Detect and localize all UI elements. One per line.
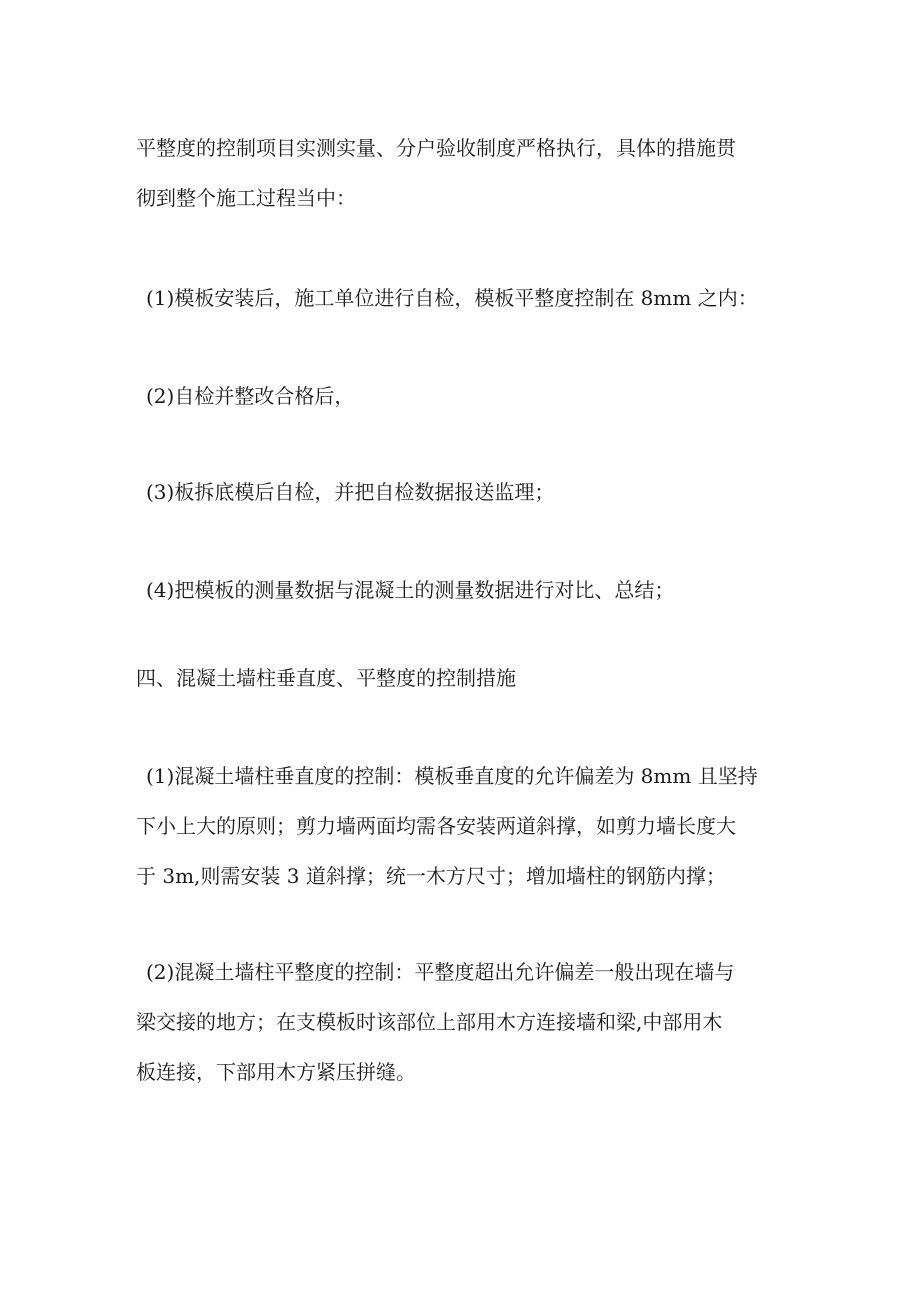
measure-2-line-1: (2)混凝土墙柱平整度的控制：平整度超出允许偏差一般出现在墙与 bbox=[146, 960, 735, 984]
measure-1-line-3: 于 3m,则需安装 3 道斜撑；统一木方尺寸；增加墙柱的钢筋内撑； bbox=[136, 864, 726, 888]
measure-2-line-3: 板连接，下部用木方紧压拼缝。 bbox=[136, 1060, 416, 1084]
step-4: (4)把模板的测量数据与混凝土的测量数据进行对比、总结； bbox=[146, 578, 675, 602]
measure-1-line-1: (1)混凝土墙柱垂直度的控制：模板垂直度的允许偏差为 8mm 且坚持 bbox=[146, 764, 758, 788]
measure-2-line-2: 梁交接的地方；在支模板时该部位上部用木方连接墙和梁,中部用木 bbox=[136, 1010, 723, 1034]
intro-line-2: 彻到整个施工过程当中： bbox=[136, 186, 356, 210]
step-3: (3)板拆底模后自检，并把自检数据报送监理； bbox=[146, 480, 555, 504]
section-heading: 四、混凝土墙柱垂直度、平整度的控制措施 bbox=[136, 666, 516, 690]
step-2: (2)自检并整改合格后， bbox=[146, 384, 355, 408]
measure-1-line-2: 下小上大的原则；剪力墙两面均需各安装两道斜撑，如剪力墙长度大 bbox=[136, 814, 736, 838]
step-1: (1)模板安装后，施工单位进行自检，模板平整度控制在 8mm 之内： bbox=[146, 286, 758, 310]
intro-line-1: 平整度的控制项目实测实量、分户验收制度严格执行，具体的措施贯 bbox=[136, 136, 736, 160]
